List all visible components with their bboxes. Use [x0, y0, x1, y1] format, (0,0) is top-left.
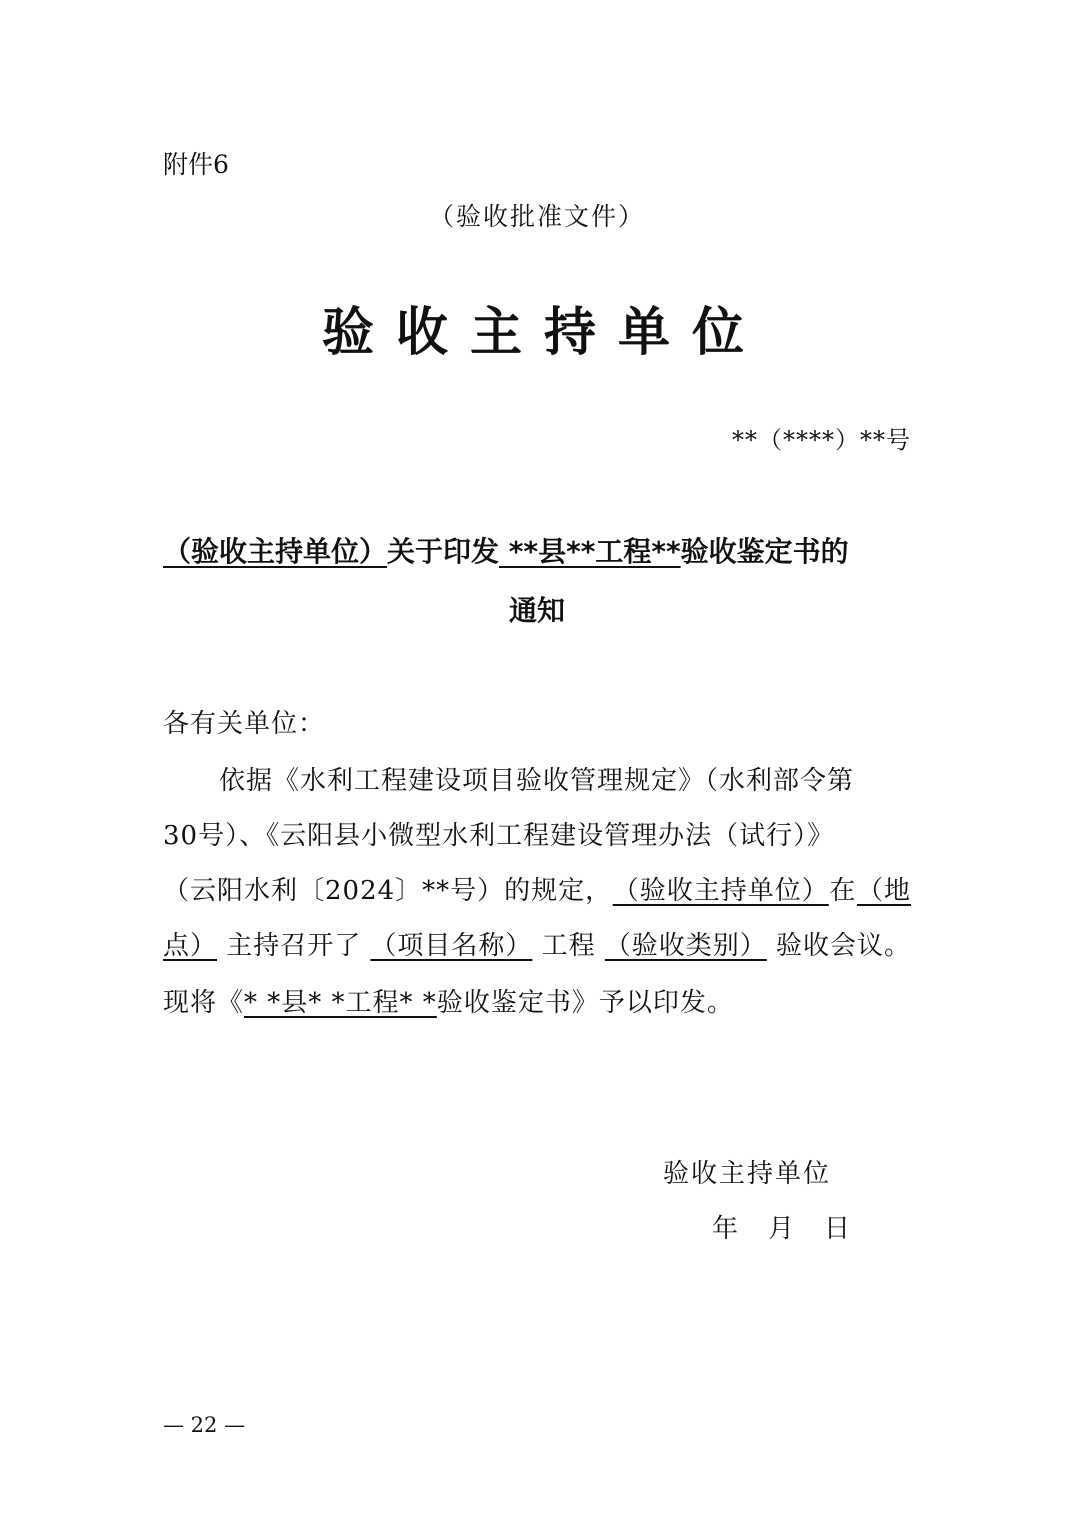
location-blank-end: 点）	[163, 931, 218, 961]
text-issue-end: 验收鉴定书》予以印发。	[436, 988, 734, 1018]
text-project: 工程	[541, 931, 596, 961]
text-at: 在	[829, 876, 857, 906]
appraisal-name-blank: * *县* *工程* *	[244, 988, 437, 1018]
title-project-name: **县**工程**	[499, 535, 681, 568]
date-year: 年	[712, 1214, 739, 1244]
notice-title-line1	[163, 530, 911, 570]
attachment-label: 附件6	[163, 150, 229, 179]
date-month: 月	[768, 1214, 795, 1244]
notice-title-line2: 通知	[508, 594, 565, 627]
regulation-ref: （云阳水利〔2024〕**号）的规定，	[163, 876, 613, 906]
signature-date	[712, 1208, 880, 1245]
page-number: — 22 —	[163, 1413, 246, 1437]
paragraph-line-5	[163, 982, 911, 1019]
organization-title: 验收主持单位	[321, 302, 766, 363]
location-blank-start: （地	[856, 876, 911, 906]
document-type: （验收批准文件）	[428, 202, 645, 231]
host-unit-blank: （验收主持单位）	[612, 876, 829, 906]
paragraph-line-2: 30号）、《云阳县小微型水利工程建设管理办法（试行）》	[163, 821, 835, 851]
paragraph-line-4	[163, 925, 911, 962]
text-hosted: 主持召开了	[226, 931, 362, 961]
project-name-blank: （项目名称）	[370, 931, 533, 961]
title-text: 关于印发	[387, 535, 500, 568]
paragraph-line-1: 依据《水利工程建设项目验收管理规定》（水利部令第	[219, 766, 855, 796]
title-text-end: 验收鉴定书的	[680, 535, 849, 568]
text-issue: 现将《	[163, 988, 245, 1018]
salutation: 各有关单位：	[163, 709, 326, 739]
date-day: 日	[824, 1214, 851, 1244]
acceptance-type-blank: （验收类别）	[604, 931, 767, 961]
document-number: **（****）**号	[732, 426, 911, 454]
title-host-unit: （验收主持单位）	[163, 535, 388, 568]
signature-unit: 验收主持单位	[663, 1159, 832, 1189]
paragraph-line-3	[163, 870, 911, 907]
text-meeting: 验收会议。	[775, 931, 911, 961]
